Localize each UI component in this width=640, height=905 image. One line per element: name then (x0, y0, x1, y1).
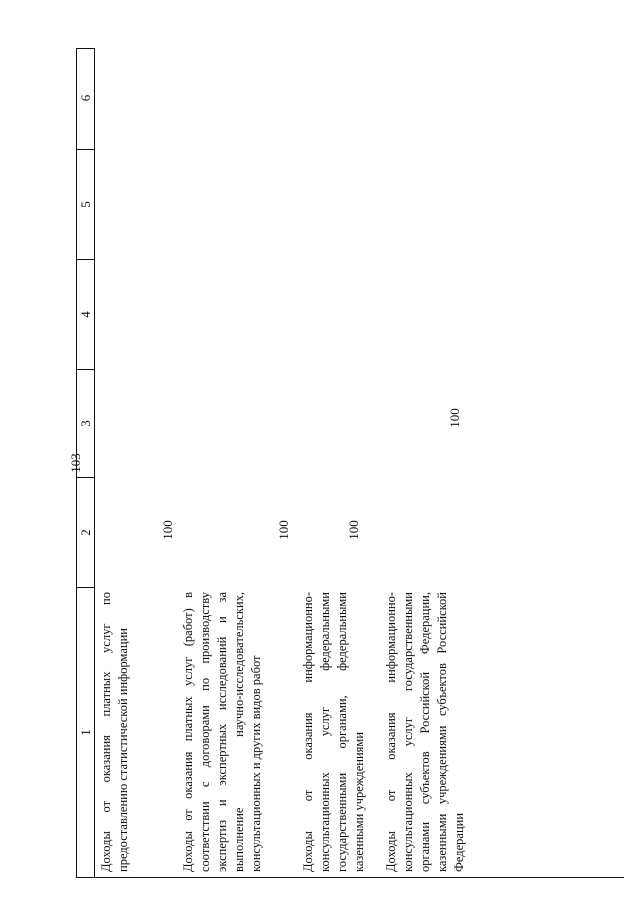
row-value-col-2: 100 (160, 520, 175, 540)
header-col-1: 1 (77, 587, 94, 877)
row-description: Доходы от оказания информационно-консультационных услуг государственными органами субъектов Российской Федерации, казенными учреждениями субъектов Российской Федерации (384, 592, 466, 872)
row-value-col-2: 100 (276, 520, 291, 540)
row-description: Доходы от оказания платных услуг по предоставлению статистической информации (99, 592, 130, 872)
row-description: Доходы от оказания информационно-консультационных услуг федеральными государственными органами, федеральными казенными учреждениями (301, 592, 366, 872)
header-col-5: 5 (77, 149, 94, 259)
header-col-4: 4 (77, 259, 94, 369)
row-value-col-2: 100 (346, 520, 361, 540)
table-header (76, 48, 95, 878)
table-left-border (76, 877, 624, 878)
header-col-6: 6 (78, 94, 93, 102)
row-value-col-3: 100 (447, 408, 462, 428)
rotated-page (68, 48, 628, 878)
row-description: Доходы от оказания платных услуг (работ) в соответствии с договорами по производству экспертиз и экспертных исследований и за выполнение научно-исследовательских, консультационных и других видов работ (181, 592, 263, 872)
header-col-3: 3 (77, 369, 94, 477)
header-col-2: 2 (77, 477, 94, 587)
page-number: 103 (68, 453, 83, 473)
